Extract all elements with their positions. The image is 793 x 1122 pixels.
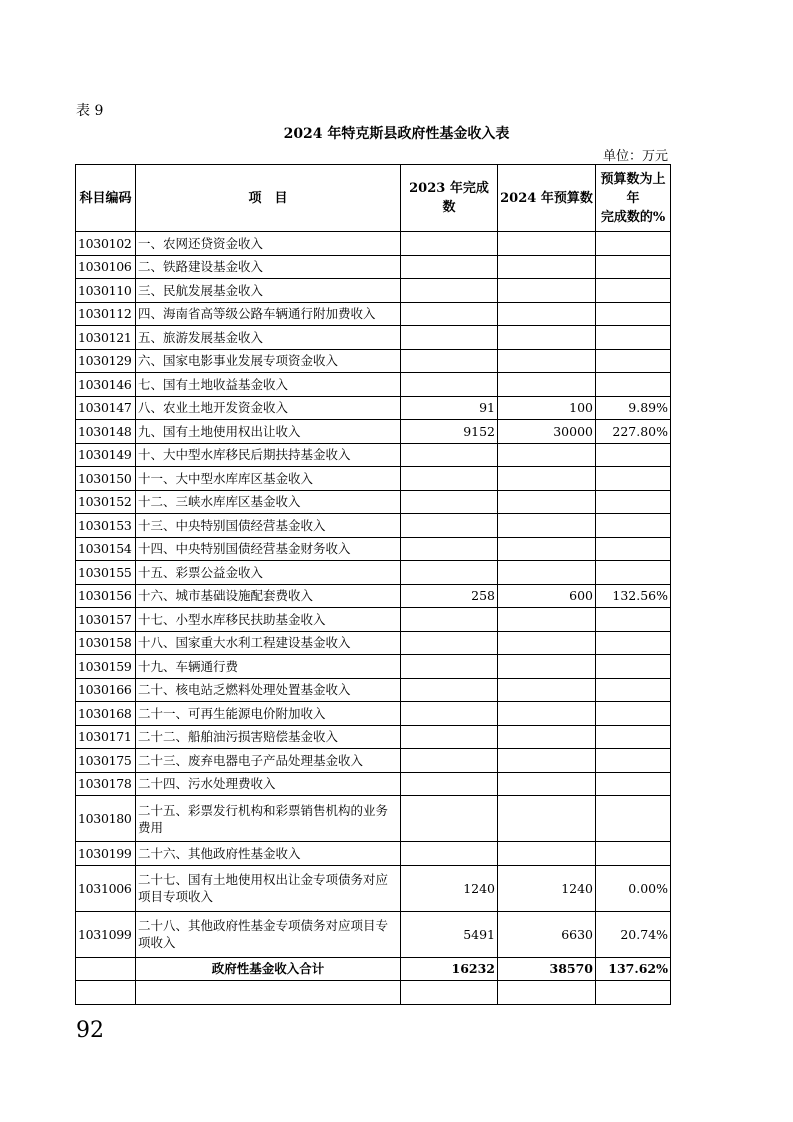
- row-budget: [498, 443, 596, 467]
- empty-cell: [76, 981, 136, 1005]
- row-ratio: [596, 749, 671, 773]
- table-row: [76, 514, 671, 538]
- row-budget: [498, 631, 596, 655]
- row-item: 十二、三峡水库库区基金收入: [136, 490, 401, 514]
- row-item: 二十四、污水处理费收入: [136, 772, 401, 796]
- row-item: 九、国有土地使用权出让收入: [136, 420, 401, 444]
- row-budget: [498, 702, 596, 726]
- row-budget: [498, 302, 596, 326]
- empty-cell: [401, 981, 498, 1005]
- row-prev: [401, 631, 498, 655]
- row-code: 1030175: [76, 749, 136, 773]
- row-ratio: [596, 537, 671, 561]
- table-row: [76, 326, 671, 350]
- table-row: [76, 865, 671, 911]
- row-budget: [498, 255, 596, 279]
- header-code: 科目编码: [76, 165, 136, 232]
- table-body: [76, 232, 671, 1005]
- table-row: [76, 772, 671, 796]
- row-item: 八、农业土地开发资金收入: [136, 396, 401, 420]
- row-item: 十、大中型水库移民后期扶持基金收入: [136, 443, 401, 467]
- row-prev: [401, 772, 498, 796]
- header-item: 项 目: [136, 165, 401, 232]
- row-code: 1030149: [76, 443, 136, 467]
- table-row: [76, 655, 671, 679]
- row-budget: [498, 608, 596, 632]
- row-ratio: [596, 514, 671, 538]
- row-code: 1030154: [76, 537, 136, 561]
- row-ratio: 20.74%: [596, 911, 671, 957]
- row-budget: [498, 655, 596, 679]
- row-item: 二十六、其他政府性基金收入: [136, 842, 401, 866]
- row-code: 1030112: [76, 302, 136, 326]
- row-code: 1030158: [76, 631, 136, 655]
- row-code: 1030121: [76, 326, 136, 350]
- row-prev: [401, 467, 498, 491]
- unit-label: 单位：万元: [602, 149, 668, 164]
- row-prev: 9152: [401, 420, 498, 444]
- row-ratio: [596, 302, 671, 326]
- row-ratio: [596, 772, 671, 796]
- row-ratio: [596, 678, 671, 702]
- row-item: 二十五、彩票发行机构和彩票销售机构的业务费用: [136, 796, 401, 842]
- row-budget: [498, 772, 596, 796]
- row-code: 1030168: [76, 702, 136, 726]
- row-budget: [498, 232, 596, 256]
- row-ratio: [596, 702, 671, 726]
- row-prev: [401, 349, 498, 373]
- row-ratio: [596, 349, 671, 373]
- row-budget: [498, 796, 596, 842]
- row-ratio: [596, 796, 671, 842]
- row-prev: [401, 702, 498, 726]
- row-ratio: [596, 326, 671, 350]
- row-ratio: [596, 467, 671, 491]
- row-budget: 600: [498, 584, 596, 608]
- row-item: 二十一、可再生能源电价附加收入: [136, 702, 401, 726]
- table-row: [76, 420, 671, 444]
- row-item: 十三、中央特别国债经营基金收入: [136, 514, 401, 538]
- row-item: 五、旅游发展基金收入: [136, 326, 401, 350]
- row-prev: [401, 561, 498, 585]
- row-item: 二十七、国有土地使用权出让金专项债务对应项目专项收入: [136, 865, 401, 911]
- row-budget: [498, 725, 596, 749]
- row-code: 1030102: [76, 232, 136, 256]
- row-item: 十四、中央特别国债经营基金财务收入: [136, 537, 401, 561]
- table-row: [76, 255, 671, 279]
- row-ratio: [596, 608, 671, 632]
- row-item: 一、农网还贷资金收入: [136, 232, 401, 256]
- row-prev: [401, 302, 498, 326]
- row-code: 1031006: [76, 865, 136, 911]
- row-prev: [401, 796, 498, 842]
- row-prev: [401, 255, 498, 279]
- row-prev: [401, 490, 498, 514]
- empty-row: [76, 981, 671, 1005]
- row-budget: 1240: [498, 865, 596, 911]
- total-label: 政府性基金收入合计: [136, 957, 401, 981]
- row-ratio: [596, 373, 671, 397]
- row-budget: [498, 349, 596, 373]
- row-budget: [498, 842, 596, 866]
- table-label: 表 9: [76, 103, 104, 119]
- row-budget: [498, 326, 596, 350]
- row-budget: [498, 373, 596, 397]
- row-prev: [401, 608, 498, 632]
- table-row: [76, 749, 671, 773]
- row-prev: [401, 279, 498, 303]
- row-item: 七、国有土地收益基金收入: [136, 373, 401, 397]
- table-row: [76, 373, 671, 397]
- row-code: 1030110: [76, 279, 136, 303]
- row-item: 六、国家电影事业发展专项资金收入: [136, 349, 401, 373]
- row-item: 十九、车辆通行费: [136, 655, 401, 679]
- header-ratio-line1: 预算数为上年: [600, 171, 666, 206]
- row-ratio: [596, 490, 671, 514]
- row-item: 四、海南省高等级公路车辆通行附加费收入: [136, 302, 401, 326]
- row-budget: 100: [498, 396, 596, 420]
- empty-cell: [498, 981, 596, 1005]
- row-budget: [498, 749, 596, 773]
- total-code-cell: [76, 957, 136, 981]
- row-code: 1030171: [76, 725, 136, 749]
- row-ratio: 9.89%: [596, 396, 671, 420]
- row-ratio: [596, 842, 671, 866]
- row-prev: [401, 232, 498, 256]
- row-code: 1030166: [76, 678, 136, 702]
- header-budget: 2024 年预算数: [498, 165, 596, 232]
- row-prev: 258: [401, 584, 498, 608]
- row-code: 1030152: [76, 490, 136, 514]
- row-code: 1030106: [76, 255, 136, 279]
- row-ratio: 132.56%: [596, 584, 671, 608]
- row-code: 1030157: [76, 608, 136, 632]
- row-prev: [401, 655, 498, 679]
- table-row: [76, 467, 671, 491]
- row-ratio: [596, 443, 671, 467]
- row-item: 三、民航发展基金收入: [136, 279, 401, 303]
- row-item: 十六、城市基础设施配套费收入: [136, 584, 401, 608]
- row-prev: [401, 537, 498, 561]
- table-row: [76, 584, 671, 608]
- document-title: 2024 年特克斯县政府性基金收入表: [283, 126, 510, 142]
- row-item: 二十、核电站乏燃料处理处置基金收入: [136, 678, 401, 702]
- row-code: 1030147: [76, 396, 136, 420]
- table-row: [76, 842, 671, 866]
- row-code: 1030148: [76, 420, 136, 444]
- table-row: [76, 302, 671, 326]
- header-prev: 2023 年完成数: [401, 165, 498, 232]
- row-ratio: [596, 725, 671, 749]
- page-number: 92: [76, 1018, 104, 1043]
- row-code: 1030156: [76, 584, 136, 608]
- row-code: 1030178: [76, 772, 136, 796]
- table-row: [76, 537, 671, 561]
- table-row: [76, 232, 671, 256]
- row-prev: [401, 373, 498, 397]
- row-prev: [401, 678, 498, 702]
- table-row: [76, 490, 671, 514]
- row-code: 1030180: [76, 796, 136, 842]
- table-row: [76, 631, 671, 655]
- header-ratio-line2: 完成数的%: [600, 209, 666, 225]
- row-item: 二十三、废弃电器电子产品处理基金收入: [136, 749, 401, 773]
- row-ratio: [596, 655, 671, 679]
- row-item: 二十八、其他政府性基金专项债务对应项目专项收入: [136, 911, 401, 957]
- row-code: 1030199: [76, 842, 136, 866]
- table-row: [76, 796, 671, 842]
- row-budget: [498, 467, 596, 491]
- row-code: 1030150: [76, 467, 136, 491]
- header-ratio: [596, 165, 671, 232]
- row-prev: [401, 749, 498, 773]
- header-row: [76, 165, 671, 232]
- empty-cell: [136, 981, 401, 1005]
- total-prev: 16232: [401, 957, 498, 981]
- row-code: 1030159: [76, 655, 136, 679]
- row-ratio: [596, 561, 671, 585]
- table-row: [76, 349, 671, 373]
- total-row: [76, 957, 671, 981]
- row-prev: [401, 842, 498, 866]
- row-budget: [498, 490, 596, 514]
- table-row: [76, 702, 671, 726]
- row-item: 二、铁路建设基金收入: [136, 255, 401, 279]
- row-prev: [401, 514, 498, 538]
- row-budget: [498, 514, 596, 538]
- table-row: [76, 561, 671, 585]
- row-ratio: [596, 631, 671, 655]
- table-row: [76, 911, 671, 957]
- row-code: 1030155: [76, 561, 136, 585]
- row-item: 十七、小型水库移民扶助基金收入: [136, 608, 401, 632]
- row-prev: 5491: [401, 911, 498, 957]
- row-code: 1030129: [76, 349, 136, 373]
- row-code: 1031099: [76, 911, 136, 957]
- table-row: [76, 608, 671, 632]
- row-ratio: 0.00%: [596, 865, 671, 911]
- table-row: [76, 725, 671, 749]
- table-row: [76, 396, 671, 420]
- row-budget: [498, 537, 596, 561]
- row-item: 十八、国家重大水利工程建设基金收入: [136, 631, 401, 655]
- row-item: 十五、彩票公益金收入: [136, 561, 401, 585]
- row-prev: [401, 443, 498, 467]
- row-prev: 91: [401, 396, 498, 420]
- row-code: 1030146: [76, 373, 136, 397]
- row-budget: 6630: [498, 911, 596, 957]
- row-budget: [498, 561, 596, 585]
- row-budget: [498, 678, 596, 702]
- row-budget: 30000: [498, 420, 596, 444]
- row-ratio: [596, 232, 671, 256]
- row-ratio: [596, 279, 671, 303]
- table-row: [76, 279, 671, 303]
- row-prev: [401, 725, 498, 749]
- row-ratio: 227.80%: [596, 420, 671, 444]
- row-prev: 1240: [401, 865, 498, 911]
- total-budget: 38570: [498, 957, 596, 981]
- table-row: [76, 678, 671, 702]
- table-row: [76, 443, 671, 467]
- row-prev: [401, 326, 498, 350]
- fund-revenue-table: [75, 164, 671, 1005]
- row-item: 十一、大中型水库库区基金收入: [136, 467, 401, 491]
- row-code: 1030153: [76, 514, 136, 538]
- total-ratio: 137.62%: [596, 957, 671, 981]
- empty-cell: [596, 981, 671, 1005]
- row-budget: [498, 279, 596, 303]
- row-ratio: [596, 255, 671, 279]
- row-item: 二十二、船舶油污损害赔偿基金收入: [136, 725, 401, 749]
